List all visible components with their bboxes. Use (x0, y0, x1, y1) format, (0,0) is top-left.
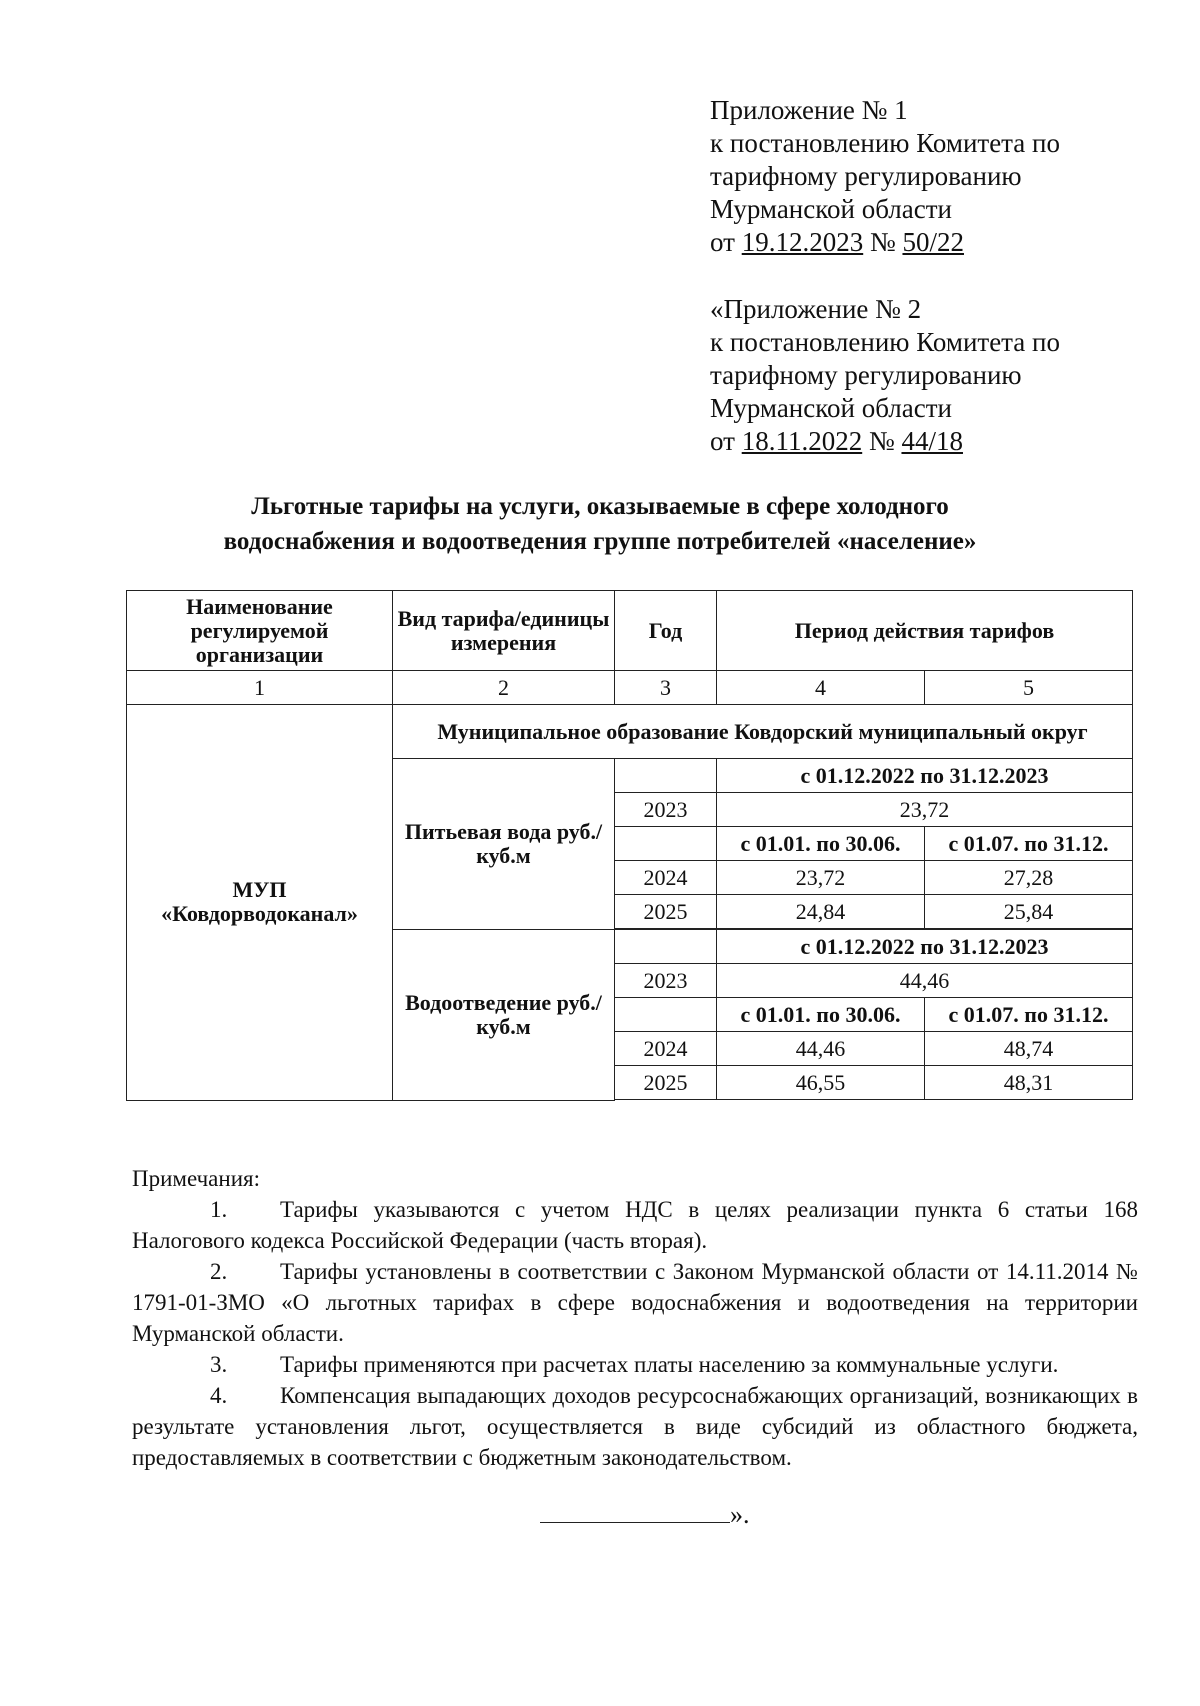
organization-name: МУП (232, 877, 287, 903)
tariff-value: 46,55 (717, 1066, 925, 1100)
note-text: Тарифы установлены в соответствии с Законом Мурманской области от 14.11.2014 № 1791-01-ЗМО «О льготных тарифах в сфере водоснабжения и водоотведения на территории Мурманской области. (132, 1259, 1138, 1346)
col-number: 5 (925, 671, 1133, 705)
appendix-2-number: 44/18 (901, 426, 963, 456)
tariff-value: 24,84 (717, 895, 925, 929)
note-text: Тарифы указываются с учетом НДС в целях реализации пункта 6 статьи 168 Налогового кодекса Российской Федерации (часть вторая). (132, 1197, 1138, 1253)
tariff-value: 23,72 (717, 861, 925, 895)
tariff-value: 27,28 (925, 861, 1133, 895)
municipality-row (127, 705, 1133, 759)
note-item (132, 1349, 1138, 1380)
year-cell: 2024 (615, 861, 717, 895)
header-org: Наименование регулируемой организации (127, 591, 393, 671)
appendix-2-date-line: от 18.11.2022 № 44/18 (710, 426, 963, 456)
municipality-cell: Муниципальное образование Ковдорский муниципальный округ (393, 705, 1133, 759)
notes-heading: Примечания: (132, 1166, 260, 1191)
tariff-value: 44,46 (717, 1032, 925, 1066)
appendix-1-number: 50/22 (902, 227, 964, 257)
tariff-value: 48,74 (925, 1032, 1133, 1066)
tariff-value: 25,84 (925, 895, 1133, 929)
note-item (132, 1380, 1138, 1473)
appendix-1-header (710, 94, 1060, 259)
appendix-1-line: к постановлению Комитета по (710, 128, 1060, 158)
note-number: 4. (210, 1383, 228, 1408)
appendix-1-date-line: от 19.12.2023 № 50/22 (710, 227, 964, 257)
appendix-1-date: 19.12.2023 (741, 227, 864, 257)
period-half-1: с 01.01. по 30.06. (717, 998, 925, 1032)
year-cell: 2023 (615, 964, 717, 998)
year-cell: 2023 (615, 793, 717, 827)
note-number: 2. (210, 1259, 228, 1284)
year-cell: 2024 (615, 1032, 717, 1066)
tariff-type-drinking-water: Питьевая вода руб./куб.м (393, 759, 615, 930)
appendix-2-line: Мурманской области (710, 393, 952, 423)
note-number: 3. (210, 1352, 228, 1377)
col-number: 4 (717, 671, 925, 705)
organization-name: «Ковдорводоканал» (161, 901, 358, 927)
tariffs-table (126, 590, 1133, 1101)
column-number-row (127, 671, 1133, 705)
header-period: Период действия тарифов (717, 591, 1133, 671)
year-cell-empty (615, 998, 717, 1032)
tariff-value: 48,31 (925, 1066, 1133, 1100)
year-cell: 2025 (615, 895, 717, 929)
title-line: Льготные тарифы на услуги, оказываемые в сфере холодного (251, 493, 949, 520)
appendix-2-header (710, 293, 1060, 458)
year-cell-empty (615, 759, 717, 793)
tariff-value: 23,72 (717, 793, 1133, 827)
appendix-1-title: Приложение № 1 (710, 95, 908, 125)
table-header-row (127, 591, 1133, 671)
document-title (120, 489, 1080, 559)
appendix-2-date: 18.11.2022 (741, 426, 863, 456)
note-item (132, 1256, 1138, 1349)
year-cell: 2025 (615, 1066, 717, 1100)
period-half-2: с 01.07. по 31.12. (925, 827, 1133, 861)
col-number: 3 (615, 671, 717, 705)
header-tariff: Вид тарифа/единицы измерения (393, 591, 615, 671)
closing-quote: ». (730, 1500, 750, 1529)
period-half-1: с 01.01. по 30.06. (717, 827, 925, 861)
appendix-2-title: «Приложение № 2 (710, 294, 922, 324)
note-item (132, 1194, 1138, 1256)
year-cell-empty (615, 930, 717, 964)
appendix-2-line: к постановлению Комитета по (710, 327, 1060, 357)
col-number: 2 (393, 671, 615, 705)
notes-section (132, 1163, 1138, 1473)
closing-mark (540, 1500, 750, 1530)
tariff-value: 44,46 (717, 964, 1133, 998)
note-text: Тарифы применяются при расчетах платы населению за коммунальные услуги. (280, 1352, 1059, 1377)
closing-rule (540, 1500, 730, 1523)
title-line: водоснабжения и водоотведения группе потребителей «население» (223, 528, 977, 555)
col-number: 1 (127, 671, 393, 705)
organization-cell (127, 705, 393, 1101)
tariff-type-water-disposal: Водоотведение руб./куб.м (393, 930, 615, 1101)
appendix-2-line: тарифному регулированию (710, 360, 1022, 390)
appendix-1-line: тарифному регулированию (710, 161, 1022, 191)
note-text: Компенсация выпадающих доходов ресурсоснабжающих организаций, возникающих в результате установления льгот, осуществляется в виде субсидий из областного бюджета, предоставляемых в соответствии с бюджетным законодательством. (132, 1383, 1138, 1470)
header-year: Год (615, 591, 717, 671)
period-half-2: с 01.07. по 31.12. (925, 998, 1133, 1032)
appendix-1-line: Мурманской области (710, 194, 952, 224)
note-number: 1. (210, 1197, 228, 1222)
period-full: с 01.12.2022 по 31.12.2023 (717, 930, 1133, 964)
period-full: с 01.12.2022 по 31.12.2023 (717, 759, 1133, 793)
year-cell-empty (615, 827, 717, 861)
